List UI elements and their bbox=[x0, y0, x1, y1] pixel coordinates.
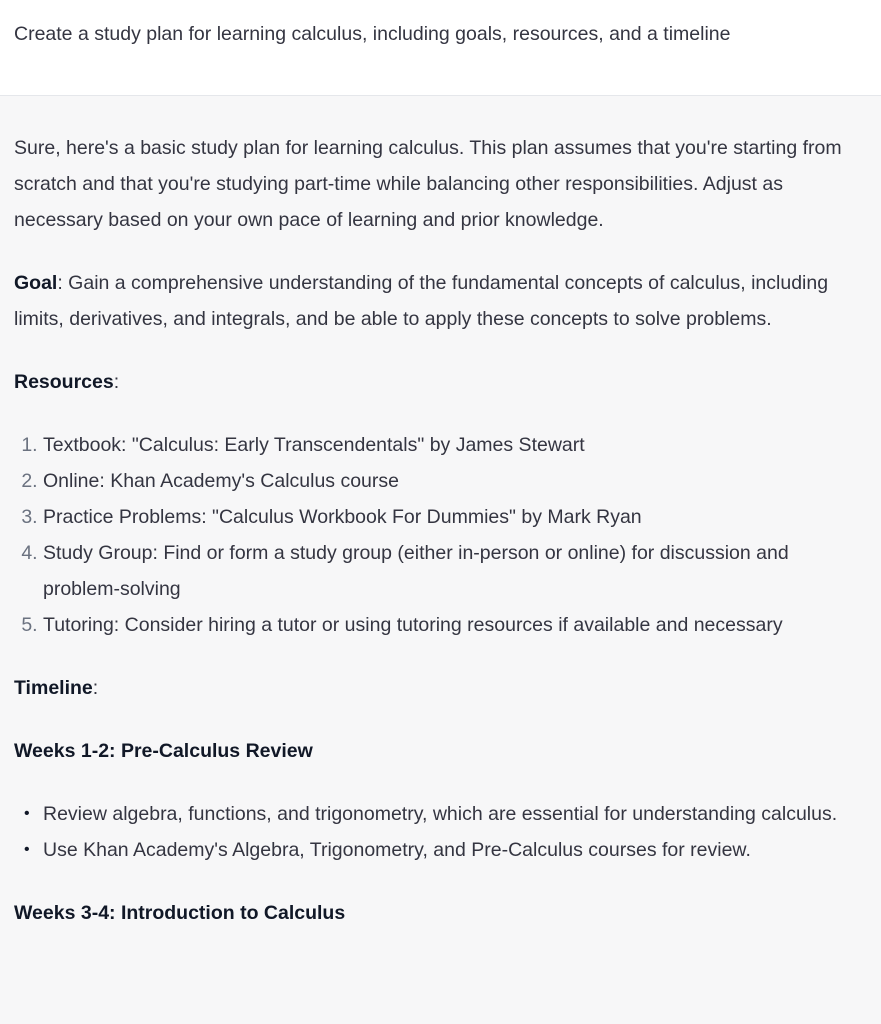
resources-label: Resources bbox=[14, 371, 114, 393]
assistant-message bbox=[0, 96, 881, 1024]
bullet-icon: • bbox=[24, 805, 30, 822]
resources-heading bbox=[14, 364, 871, 400]
timeline-heading bbox=[14, 670, 871, 706]
intro-paragraph: Sure, here's a basic study plan for learning calculus. This plan assumes that you're starting from scratch and that you're studying part-time while balancing other responsibilities. Adjust as necessary based on your own pace of learning and prior knowledge. bbox=[14, 137, 842, 231]
weeks-1-2-list bbox=[14, 796, 871, 868]
bullet-icon: • bbox=[24, 841, 30, 858]
user-message bbox=[0, 0, 881, 96]
weeks-1-2-heading: Weeks 1-2: Pre-Calculus Review bbox=[14, 740, 313, 762]
list-item: 4. Study Group: Find or form a study group (either in-person or online) for discussion and problem-solving bbox=[43, 535, 871, 607]
weeks-3-4-heading: Weeks 3-4: Introduction to Calculus bbox=[14, 902, 346, 924]
list-item-text: Review algebra, functions, and trigonometry, which are essential for understanding calculus. bbox=[43, 803, 838, 825]
list-item: 5. Tutoring: Consider hiring a tutor or using tutoring resources if available and necessary bbox=[43, 607, 871, 643]
goal-label: Goal bbox=[14, 272, 58, 294]
list-item: 1. Textbook: "Calculus: Early Transcendentals" by James Stewart bbox=[43, 427, 871, 463]
timeline-label: Timeline bbox=[14, 677, 93, 699]
user-prompt-text: Create a study plan for learning calculus, including goals, resources, and a timeline bbox=[14, 23, 731, 45]
resources-list bbox=[14, 427, 871, 643]
list-item-text: Use Khan Academy's Algebra, Trigonometry, and Pre-Calculus courses for review. bbox=[43, 839, 751, 861]
timeline-colon: : bbox=[92, 677, 99, 699]
list-item bbox=[24, 832, 871, 868]
goal-paragraph bbox=[14, 265, 871, 337]
goal-text: : Gain a comprehensive understanding of the fundamental concepts of calculus, including limits, derivatives, and integrals, and be able to apply these concepts to solve problems. bbox=[14, 272, 829, 330]
list-item: 2. Online: Khan Academy's Calculus course bbox=[43, 463, 871, 499]
resources-colon: : bbox=[113, 371, 120, 393]
list-item bbox=[24, 796, 871, 832]
list-item: 3. Practice Problems: "Calculus Workbook For Dummies" by Mark Ryan bbox=[43, 499, 871, 535]
